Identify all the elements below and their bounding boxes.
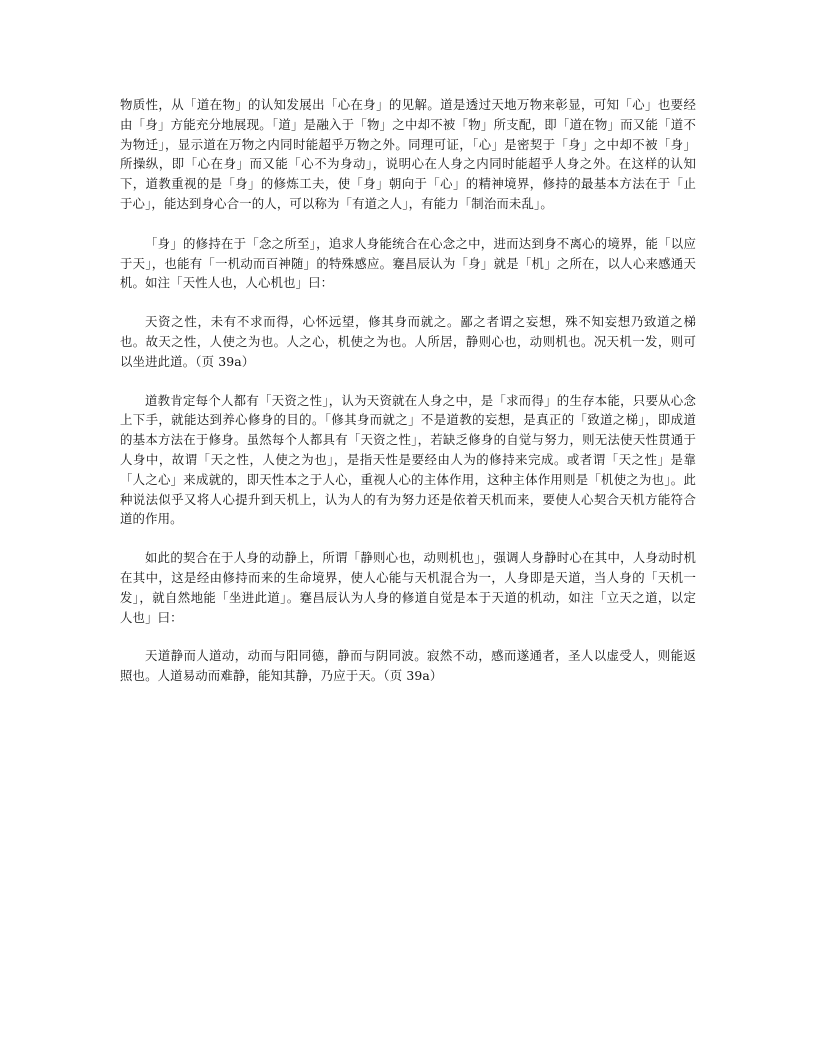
block-quote-2: 天道静而人道动，动而与阳同德，静而与阴同波。寂然不动，感而遂通者，圣人以虚受人，则能返照也。人道易动而难静，能知其静，乃应于天。（页 39a）	[120, 648, 696, 684]
document-page	[120, 95, 696, 705]
paragraph-1: 物质性，从「道在物」的认知发展出「心在身」的见解。道是透过天地万物来彰显，可知「心」也要经由「身」方能充分地展现。「道」是融入于「物」之中却不被「物」所支配，即「道在物」而又能「道不为物迁」，显示道在万物之内同时能超乎万物之外。同理可证，「心」是密契于「身」之中却不被「身」所操纵，即「心在身」而又能「心不为身动」，说明心在人身之内同时能超乎人身之外。在这样的认知下，道教重视的是「身」的修炼工夫，使「身」朝向于「心」的精神境界，修持的最基本方法在于「止于心」，能达到身心合一的人，可以称为「有道之人」，有能力「制治而未乱」。	[120, 97, 696, 211]
paragraph-2: 「身」的修持在于「念之所至」，追求人身能统合在心念之中，进而达到身不离心的境界，能「以应于天」，也能有「一机动而百神随」的特殊感应。蹇昌辰认为「身」就是「机」之所在，以人心来感通天机。如注「天性人也，人心机也」曰：	[120, 235, 696, 291]
paragraph-3: 道教肯定每个人都有「天资之性」，认为天资就在人身之中，是「求而得」的生存本能，只要从心念上下手，就能达到养心修身的目的。「修其身而就之」不是道教的妄想，是真正的「致道之梯」，即成道的基本方法在于修身。虽然每个人都具有「天资之性」，若缺乏修身的自觉与努力，则无法使天性贯通于人身中，故谓「天之性，人使之为也」，是指天性是要经由人为的修持来完成。或者谓「天之性」是靠「人之心」来成就的，即天性本之于人心，重视人心的主体作用，这种主体作用则是「机使之为也」。此种说法似乎又将人心提升到天机上，认为人的有为努力还是依着天机而来，要使人心契合天机方能符合道的作用。	[120, 392, 696, 527]
paragraph-4: 如此的契合在于人身的动静上，所谓「静则心也，动则机也」，强调人身静时心在其中，人身动时机在其中，这是经由修持而来的生命境界，使人心能与天机混合为一，人身即是天道，当人身的「天机一发」，就自然地能「坐进此道」。蹇昌辰认为人身的修道自觉是本于天道的机动，如注「立天之道，以定人也」曰：	[120, 550, 696, 625]
block-quote-1: 天资之性，未有不求而得，心怀远望，修其身而就之。鄙之者谓之妄想，殊不知妄想乃致道之梯也。故天之性，人使之为也。人之心，机使之为也。人所居，静则心也，动则机也。况天机一发，则可以坐进此道。（页 39a）	[120, 314, 696, 369]
